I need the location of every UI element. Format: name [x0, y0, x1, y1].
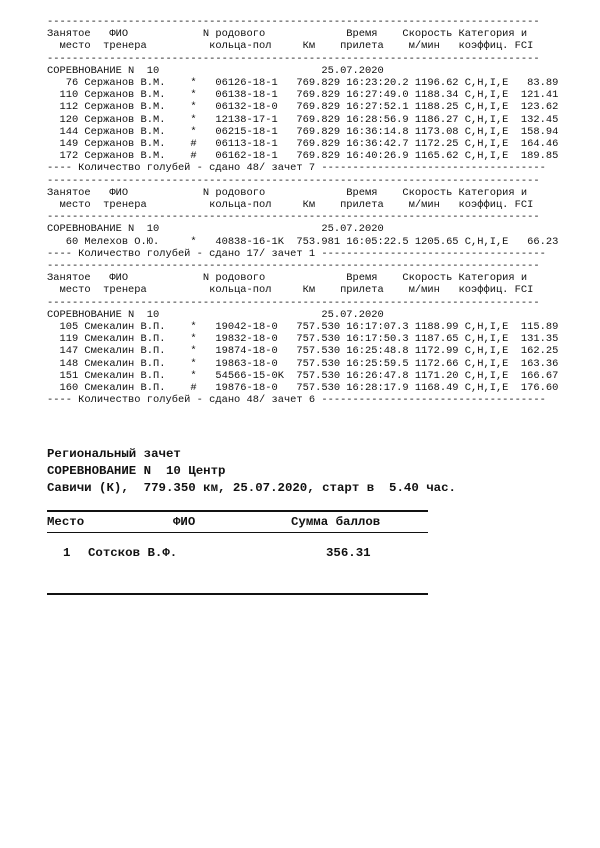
regional-title: Региональный зачет	[47, 447, 181, 461]
row-name: Сотсков В.Ф.	[88, 546, 178, 560]
column-header-name: ФИО	[173, 514, 196, 529]
results-listing	[47, 16, 558, 407]
row-sum: 356.31	[326, 546, 371, 560]
table-row: 120 Сержанов В.М. * 12138-17-1 769.829 16:28:56.9 1186.27 С,Н,I,Е 132.45	[47, 113, 559, 126]
column-header-place: Место	[47, 514, 85, 529]
block-2-separator-top: -------------------------------------------------------------------------------	[47, 174, 540, 187]
regional-table	[47, 510, 428, 595]
block-3-header: Занятое ФИО N родового Время Скорость Категория и место тренера кольца-пол Км прилета м/мин коэффиц. FCI	[47, 272, 534, 297]
block-3-separator-top: -------------------------------------------------------------------------------	[47, 260, 540, 273]
table-row	[47, 543, 428, 563]
table-row: 119 Смекалин В.П. * 19832-18-0 757.530 16:17:50.3 1187.65 С,Н,I,Е 131.35	[47, 333, 559, 346]
block-1-separator-top: -------------------------------------------------------------------------------	[47, 16, 540, 28]
table-row: 151 Смекалин В.П. * 54566-15-0K 757.530 16:26:47.8 1171.20 С,Н,I,Е 166.67	[47, 369, 559, 382]
column-header-sum: Сумма баллов	[291, 514, 381, 529]
regional-details: Савичи (К), 779.350 км, 25.07.2020, старт в 5.40 час.	[47, 481, 456, 495]
table-row: 76 Сержанов В.М. * 06126-18-1 769.829 16:23:20.2 1196.62 С,Н,I,Е 83.89	[47, 77, 559, 90]
table-row: 172 Сержанов В.М. # 06162-18-1 769.829 16:40:26.9 1165.62 С,Н,I,Е 189.85	[47, 150, 559, 163]
block-3-competition: СОРЕВНОВАНИЕ N 10 25.07.2020	[47, 308, 384, 321]
table-row: 105 Смекалин В.П. * 19042-18-0 757.530 16:17:07.3 1188.99 С,Н,I,Е 115.89	[47, 321, 559, 334]
block-1-separator: -------------------------------------------------------------------------------	[47, 52, 540, 65]
regional-section	[47, 446, 456, 497]
table-rule-middle	[47, 532, 428, 534]
block-1-competition: СОРЕВНОВАНИЕ N 10 25.07.2020	[47, 64, 384, 77]
table-row: 149 Сержанов В.М. # 06113-18-1 769.829 16:36:42.7 1172.25 С,Н,I,Е 164.46	[47, 138, 559, 151]
table-row: 112 Сержанов В.М. * 06132-18-0 769.829 16:27:52.1 1188.25 С,Н,I,Е 123.62	[47, 101, 559, 114]
block-2-separator: -------------------------------------------------------------------------------	[47, 211, 540, 224]
regional-competition: СОРЕВНОВАНИЕ N 10 Центр	[47, 464, 226, 478]
table-row: 110 Сержанов В.М. * 06138-18-1 769.829 16:27:49.0 1188.34 С,Н,I,Е 121.41	[47, 89, 559, 102]
block-2-header: Занятое ФИО N родового Время Скорость Категория и место тренера кольца-пол Км прилета м/мин коэффиц. FCI	[47, 186, 534, 212]
block-1-header: Занятое ФИО N родового Время Скорость Категория и место тренера кольца-пол Км прилета м/мин коэффиц. FCI	[47, 28, 534, 53]
row-place: 1	[63, 546, 71, 560]
table-row: 60 Мелехов О.Ю. * 40838-16-1K 753.981 16:05:22.5 1205.65 С,Н,I,Е 66.23	[47, 235, 559, 248]
block-2-footer: ---- Количество голубей - сдано 17/ зачет 1 ------------------------------------	[47, 247, 546, 260]
table-rule-bottom	[47, 593, 428, 595]
table-row: 160 Смекалин В.П. # 19876-18-0 757.530 16:28:17.9 1168.49 С,Н,I,Е 176.60	[47, 382, 559, 395]
block-2-competition: СОРЕВНОВАНИЕ N 10 25.07.2020	[47, 223, 384, 236]
table-row: 148 Смекалин В.П. * 19863-18-0 757.530 16:25:59.5 1172.66 С,Н,I,Е 163.36	[47, 357, 559, 370]
block-1-footer: ---- Количество голубей - сдано 48/ зачет 7 ------------------------------------	[47, 162, 546, 175]
table-row: 147 Смекалин В.П. * 19874-18-0 757.530 16:25:48.8 1172.99 С,Н,I,Е 162.25	[47, 345, 559, 358]
block-3-separator: -------------------------------------------------------------------------------	[47, 296, 540, 309]
block-3-footer: ---- Количество голубей - сдано 48/ зачет 6 ------------------------------------	[47, 394, 546, 407]
regional-table-header	[47, 512, 428, 532]
table-row: 144 Сержанов В.М. * 06215-18-1 769.829 16:36:14.8 1173.08 С,Н,I,Е 158.94	[47, 125, 559, 138]
